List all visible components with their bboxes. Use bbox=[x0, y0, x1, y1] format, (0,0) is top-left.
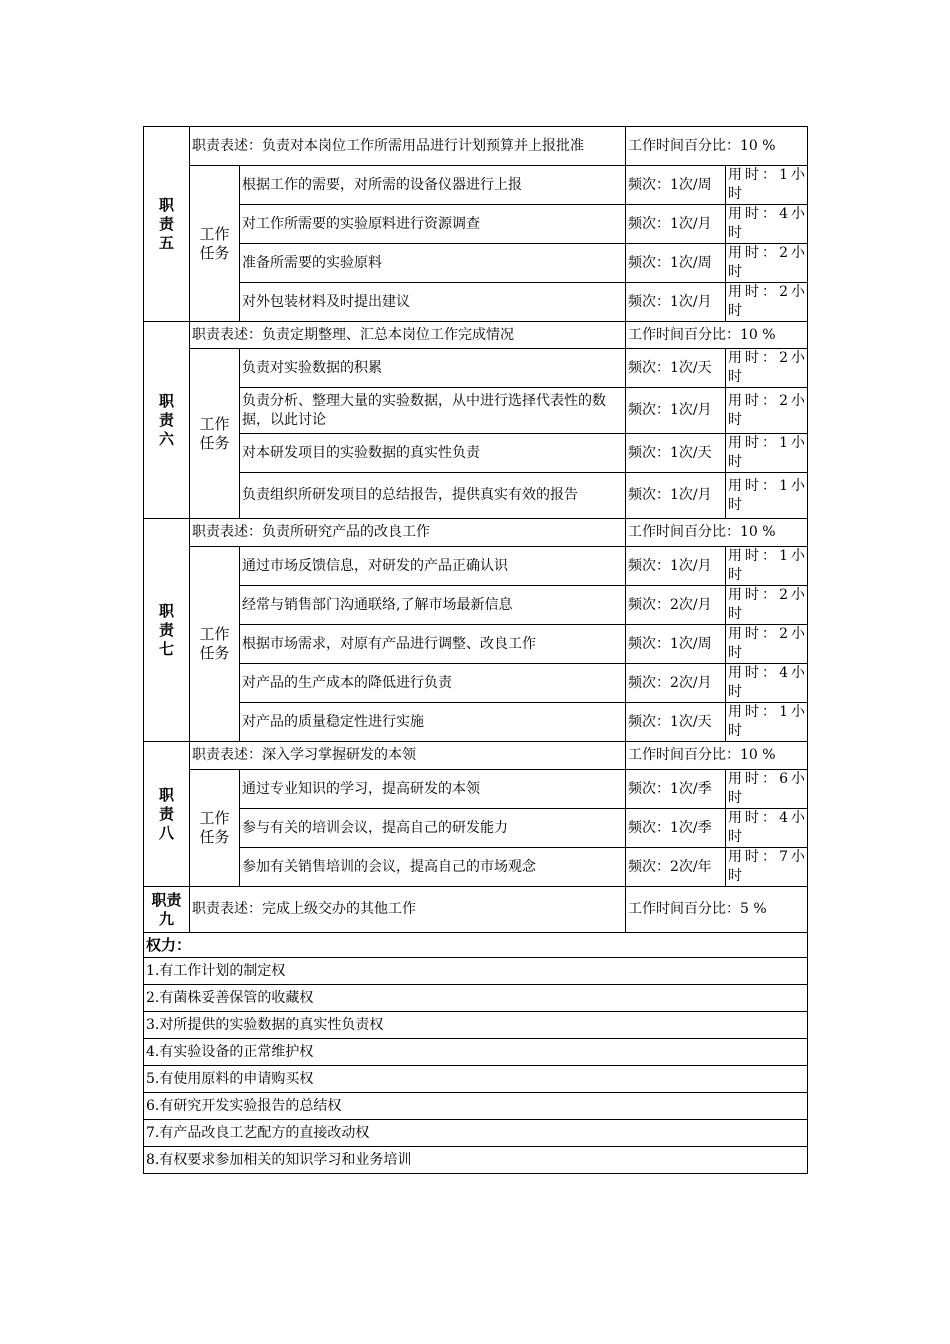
work-task-label bbox=[190, 547, 240, 742]
right-row bbox=[144, 1039, 808, 1066]
duty-label bbox=[144, 742, 190, 887]
task-time: 用时：2小时 bbox=[726, 244, 808, 283]
task-frequency: 频次：1次/周 bbox=[626, 166, 726, 205]
task-time: 用时：2小时 bbox=[726, 349, 808, 388]
duty-description: 职责表述：负责定期整理、汇总本岗位工作完成情况 bbox=[190, 322, 626, 349]
duty-description-row bbox=[144, 519, 808, 547]
table-body bbox=[144, 127, 808, 1174]
task-time: 用时：7小时 bbox=[726, 848, 808, 887]
task-frequency: 频次：2次/月 bbox=[626, 664, 726, 703]
task-time: 用时：1小时 bbox=[726, 434, 808, 473]
work-task-label-text: 工作任务 bbox=[199, 809, 230, 846]
task-row bbox=[144, 473, 808, 519]
duty-label bbox=[144, 322, 190, 519]
work-time-percentage: 工作时间百分比：10 % bbox=[626, 519, 808, 547]
work-task-label-text: 工作任务 bbox=[199, 625, 230, 662]
duty-label bbox=[144, 887, 190, 933]
duty-label-text: 职责九 bbox=[151, 890, 182, 928]
task-frequency: 频次：1次/周 bbox=[626, 244, 726, 283]
right-item: 8.有权要求参加相关的知识学习和业务培训 bbox=[144, 1147, 808, 1174]
task-frequency: 频次：1次/季 bbox=[626, 809, 726, 848]
task-frequency: 频次：1次/季 bbox=[626, 770, 726, 809]
task-frequency: 频次：1次/月 bbox=[626, 388, 726, 434]
task-text: 通过专业知识的学习，提高研发的本领 bbox=[240, 770, 626, 809]
duty-label bbox=[144, 127, 190, 322]
task-frequency: 频次：1次/天 bbox=[626, 703, 726, 742]
work-task-label-text: 工作任务 bbox=[199, 414, 230, 452]
task-text: 对本研发项目的实验数据的真实性负责 bbox=[240, 434, 626, 473]
work-time-percentage: 工作时间百分比：10 % bbox=[626, 127, 808, 166]
task-text: 根据市场需求，对原有产品进行调整、改良工作 bbox=[240, 625, 626, 664]
task-time: 用时：1小时 bbox=[726, 166, 808, 205]
rights-title: 权力： bbox=[144, 933, 808, 958]
task-time: 用时：2小时 bbox=[726, 283, 808, 322]
task-text: 对外包装材料及时提出建议 bbox=[240, 283, 626, 322]
work-task-label bbox=[190, 166, 240, 322]
task-row bbox=[144, 586, 808, 625]
duty-description: 职责表述：负责所研究产品的改良工作 bbox=[190, 519, 626, 547]
task-row bbox=[144, 349, 808, 388]
task-time: 用时：1小时 bbox=[726, 703, 808, 742]
work-time-percentage: 工作时间百分比：5 % bbox=[626, 887, 808, 933]
right-row bbox=[144, 1012, 808, 1039]
work-task-label bbox=[190, 770, 240, 887]
task-time: 用时：4小时 bbox=[726, 664, 808, 703]
task-row bbox=[144, 283, 808, 322]
task-frequency: 频次：1次/月 bbox=[626, 473, 726, 519]
duty-description: 职责表述：深入学习掌握研发的本领 bbox=[190, 742, 626, 770]
task-row bbox=[144, 848, 808, 887]
task-row bbox=[144, 703, 808, 742]
task-text: 对产品的生产成本的降低进行负责 bbox=[240, 664, 626, 703]
rights-header-row bbox=[144, 933, 808, 958]
work-time-percentage: 工作时间百分比：10 % bbox=[626, 322, 808, 349]
task-row bbox=[144, 770, 808, 809]
task-frequency: 频次：1次/周 bbox=[626, 625, 726, 664]
right-item: 7.有产品改良工艺配方的直接改动权 bbox=[144, 1120, 808, 1147]
duty-description: 职责表述：负责对本岗位工作所需用品进行计划预算并上报批准 bbox=[190, 127, 626, 166]
task-text: 通过市场反馈信息，对研发的产品正确认识 bbox=[240, 547, 626, 586]
right-row bbox=[144, 1066, 808, 1093]
right-item: 4.有实验设备的正常维护权 bbox=[144, 1039, 808, 1066]
task-frequency: 频次：2次/月 bbox=[626, 586, 726, 625]
task-row bbox=[144, 809, 808, 848]
duty-label-text: 职责五 bbox=[158, 195, 174, 252]
right-item: 2.有菌株妥善保管的收藏权 bbox=[144, 985, 808, 1012]
task-frequency: 频次：1次/月 bbox=[626, 205, 726, 244]
task-time: 用时：2小时 bbox=[726, 586, 808, 625]
task-time: 用时：4小时 bbox=[726, 809, 808, 848]
work-task-label bbox=[190, 349, 240, 519]
right-row bbox=[144, 1120, 808, 1147]
duty-label-text: 职责八 bbox=[158, 785, 174, 842]
duty-description-row bbox=[144, 742, 808, 770]
task-text: 准备所需要的实验原料 bbox=[240, 244, 626, 283]
duty-label-text: 职责六 bbox=[158, 391, 174, 448]
task-row bbox=[144, 434, 808, 473]
task-text: 对产品的质量稳定性进行实施 bbox=[240, 703, 626, 742]
task-row bbox=[144, 625, 808, 664]
right-row bbox=[144, 985, 808, 1012]
duty-nine-row bbox=[144, 887, 808, 933]
work-time-percentage: 工作时间百分比：10 % bbox=[626, 742, 808, 770]
task-time: 用时：1小时 bbox=[726, 547, 808, 586]
right-row bbox=[144, 958, 808, 985]
task-time: 用时：2小时 bbox=[726, 388, 808, 434]
task-row bbox=[144, 166, 808, 205]
right-item: 1.有工作计划的制定权 bbox=[144, 958, 808, 985]
task-row bbox=[144, 664, 808, 703]
task-text: 经常与销售部门沟通联络,了解市场最新信息 bbox=[240, 586, 626, 625]
duty-label-text: 职责七 bbox=[158, 601, 174, 658]
right-item: 5.有使用原料的申请购买权 bbox=[144, 1066, 808, 1093]
task-text: 负责对实验数据的积累 bbox=[240, 349, 626, 388]
task-row bbox=[144, 205, 808, 244]
task-row bbox=[144, 547, 808, 586]
task-time: 用时：1小时 bbox=[726, 473, 808, 519]
task-frequency: 频次：1次/月 bbox=[626, 547, 726, 586]
task-row bbox=[144, 244, 808, 283]
task-frequency: 频次：1次/天 bbox=[626, 434, 726, 473]
duty-description: 职责表述：完成上级交办的其他工作 bbox=[190, 887, 626, 933]
task-time: 用时：2小时 bbox=[726, 625, 808, 664]
task-row bbox=[144, 388, 808, 434]
task-text: 对工作所需要的实验原料进行资源调查 bbox=[240, 205, 626, 244]
right-item: 6.有研究开发实验报告的总结权 bbox=[144, 1093, 808, 1120]
task-frequency: 频次：1次/天 bbox=[626, 349, 726, 388]
task-frequency: 频次：1次/月 bbox=[626, 283, 726, 322]
task-time: 用时：6小时 bbox=[726, 770, 808, 809]
work-task-label-text: 工作任务 bbox=[199, 224, 230, 262]
duty-description-row bbox=[144, 322, 808, 349]
task-time: 用时：4小时 bbox=[726, 205, 808, 244]
task-text: 参加有关销售培训的会议，提高自己的市场观念 bbox=[240, 848, 626, 887]
duty-description-row bbox=[144, 127, 808, 166]
duty-label bbox=[144, 519, 190, 742]
right-item: 3.对所提供的实验数据的真实性负责权 bbox=[144, 1012, 808, 1039]
right-row bbox=[144, 1147, 808, 1174]
task-text: 根据工作的需要，对所需的设备仪器进行上报 bbox=[240, 166, 626, 205]
task-text: 参与有关的培训会议，提高自己的研发能力 bbox=[240, 809, 626, 848]
job-duties-table bbox=[143, 126, 808, 1174]
right-row bbox=[144, 1093, 808, 1120]
task-text: 负责组织所研发项目的总结报告，提供真实有效的报告 bbox=[240, 473, 626, 519]
task-text: 负责分析、整理大量的实验数据，从中进行选择代表性的数据，以此讨论 bbox=[240, 388, 626, 434]
task-frequency: 频次：2次/年 bbox=[626, 848, 726, 887]
